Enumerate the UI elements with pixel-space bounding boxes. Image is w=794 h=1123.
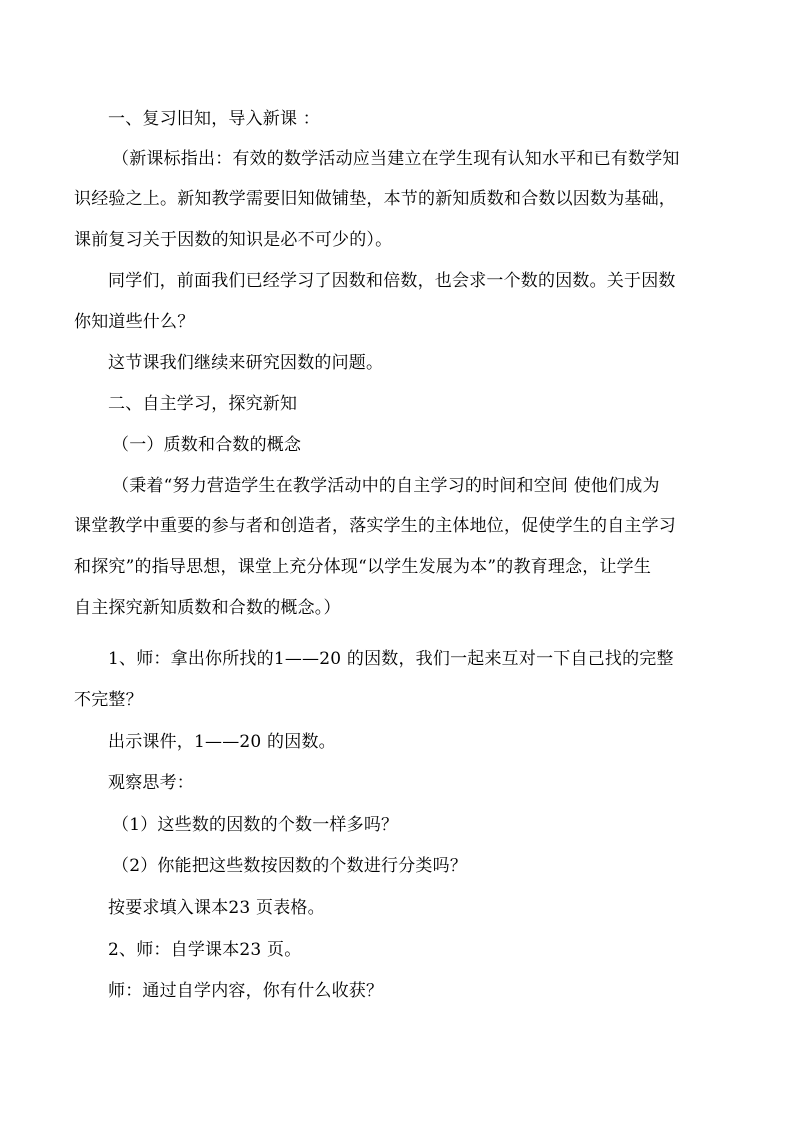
paragraph-line: 这节课我们继续来研究因数的问题。 xyxy=(108,353,384,373)
paragraph-line: 自主探究新知质数和合数的概念。） xyxy=(74,598,341,618)
paragraph-line: 课前复习关于因数的知识是必不可少的）。 xyxy=(74,230,393,250)
paragraph-line: 识经验之上。新知教学需要旧知做铺垫，本节的新知质数和合数以因数为基础， xyxy=(74,189,676,209)
question-item: （2）你能把这些数按因数的个数进行分类吗？ xyxy=(112,856,468,876)
section-heading-self-study: 二、自主学习，探究新知 xyxy=(108,394,298,414)
paragraph-line: 师：通过自学内容，你有什么收获？ xyxy=(108,981,384,1001)
subsection-heading: （一）质数和合数的概念 xyxy=(112,435,302,455)
question-item: （1）这些数的因数的个数一样多吗？ xyxy=(112,815,399,835)
paragraph-line: 观察思考： xyxy=(108,773,194,793)
paragraph-line: （新课标指出：有效的数学活动应当建立在学生现有认知水平和已有数学知 xyxy=(112,149,680,169)
paragraph-line: 同学们，前面我们已经学习了因数和倍数，也会求一个数的因数。关于因数 xyxy=(108,271,676,291)
paragraph-line: 按要求填入课本23 页表格。 xyxy=(108,898,325,918)
paragraph-line: 课堂教学中重要的参与者和创造者，落实学生的主体地位，促使学生的自主学习 xyxy=(74,516,676,536)
paragraph-line: 不完整？ xyxy=(74,690,143,710)
section-heading-review: 一、复习旧知，导入新课 ： xyxy=(108,109,321,129)
paragraph-line: 你知道些什么？ xyxy=(74,312,195,332)
paragraph-line: 和探究”的指导思想，课堂上充分体现“以学生发展为本”的教育理念，让学生 xyxy=(74,557,652,577)
paragraph-line: 出示课件，1——20 的因数。 xyxy=(108,732,336,752)
paragraph-line: 1、师：拿出你所找的1——20 的因数，我们一起来互对一下自己找的完整 xyxy=(108,649,674,669)
paragraph-line: 2、师：自学课本23 页。 xyxy=(108,940,302,960)
paragraph-line: （秉着“努力营造学生在教学活动中的自主学习的时间和空间 使他们成为 xyxy=(112,476,660,496)
